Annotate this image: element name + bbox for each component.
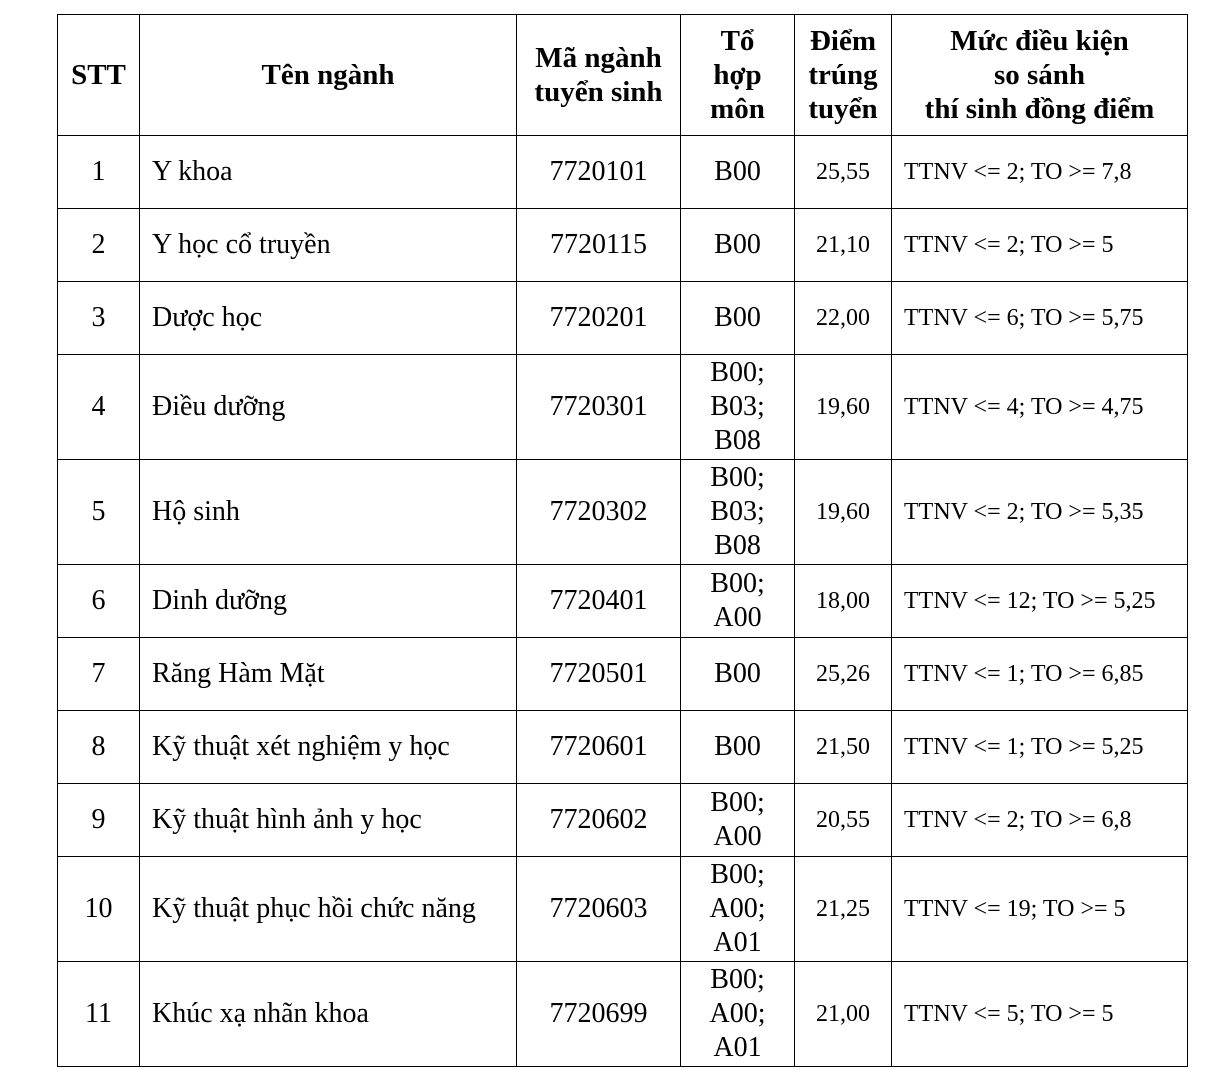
cell-condition xyxy=(892,784,1188,857)
cell-code xyxy=(517,962,681,1067)
table-row xyxy=(58,136,1188,209)
table-body xyxy=(58,136,1188,1067)
cell-code xyxy=(517,355,681,460)
cell-condition xyxy=(892,209,1188,282)
cell-combo xyxy=(681,638,795,711)
cell-name-text: Khúc xạ nhãn khoa xyxy=(152,998,369,1029)
cell-score-text: 25,55 xyxy=(816,159,870,185)
table-row xyxy=(58,355,1188,460)
cell-score-text: 20,55 xyxy=(816,807,870,833)
cell-combo-text: B00 xyxy=(714,658,761,689)
table-row xyxy=(58,711,1188,784)
table-row xyxy=(58,282,1188,355)
cell-score xyxy=(795,711,892,784)
cell-score-text: 21,00 xyxy=(816,1001,870,1027)
cell-combo-text: B00 xyxy=(714,229,761,260)
cell-combo-text: B00 xyxy=(714,156,761,187)
cell-code xyxy=(517,638,681,711)
cell-stt xyxy=(58,711,140,784)
table-row xyxy=(58,784,1188,857)
cell-code xyxy=(517,136,681,209)
cell-combo-text: B00; B03; B08 xyxy=(710,462,765,561)
cell-code xyxy=(517,209,681,282)
table-row xyxy=(58,962,1188,1067)
cell-score-text: 21,50 xyxy=(816,734,870,760)
cell-condition xyxy=(892,565,1188,638)
cell-condition-text: TTNV <= 6; TO >= 5,75 xyxy=(904,305,1144,331)
table-row xyxy=(58,565,1188,638)
cell-stt xyxy=(58,136,140,209)
cell-name xyxy=(140,711,517,784)
cell-condition xyxy=(892,638,1188,711)
cell-combo xyxy=(681,784,795,857)
cell-stt xyxy=(58,282,140,355)
cell-combo xyxy=(681,355,795,460)
cell-condition xyxy=(892,355,1188,460)
cell-code-text: 7720603 xyxy=(549,893,648,924)
header-combo: Tổ hợp môn xyxy=(681,15,795,136)
cell-name xyxy=(140,209,517,282)
cell-stt xyxy=(58,784,140,857)
cell-score-text: 19,60 xyxy=(816,499,870,525)
cell-condition-text: TTNV <= 2; TO >= 5,35 xyxy=(904,499,1144,525)
cell-score xyxy=(795,857,892,962)
cell-code xyxy=(517,565,681,638)
cell-name-text: Kỹ thuật phục hồi chức năng xyxy=(152,893,476,924)
cell-stt-text: 3 xyxy=(91,302,106,333)
table-row xyxy=(58,638,1188,711)
cell-score-text: 19,60 xyxy=(816,394,870,420)
cell-condition-text: TTNV <= 19; TO >= 5 xyxy=(904,896,1126,922)
cell-condition xyxy=(892,460,1188,565)
cell-combo-text: B00; A00; A01 xyxy=(709,859,766,958)
cell-condition xyxy=(892,136,1188,209)
cell-combo-text: B00 xyxy=(714,731,761,762)
cell-code-text: 7720501 xyxy=(549,658,648,689)
cell-combo xyxy=(681,460,795,565)
cell-score xyxy=(795,136,892,209)
cell-stt-text: 11 xyxy=(85,998,112,1029)
cell-combo-text: B00; A00 xyxy=(710,568,765,633)
cell-score xyxy=(795,460,892,565)
cell-score-text: 22,00 xyxy=(816,305,870,331)
cell-code-text: 7720302 xyxy=(549,496,648,527)
cell-condition-text: TTNV <= 1; TO >= 6,85 xyxy=(904,661,1144,687)
cell-score-text: 25,26 xyxy=(816,661,870,687)
cell-code xyxy=(517,282,681,355)
cell-name-text: Y học cổ truyền xyxy=(152,229,331,260)
cell-name xyxy=(140,784,517,857)
cell-combo xyxy=(681,711,795,784)
cell-name xyxy=(140,962,517,1067)
cell-name-text: Điều dưỡng xyxy=(152,391,286,422)
table-row xyxy=(58,857,1188,962)
cell-name-text: Dinh dưỡng xyxy=(152,585,287,616)
cell-condition-text: TTNV <= 2; TO >= 7,8 xyxy=(904,159,1132,185)
cell-name xyxy=(140,355,517,460)
cell-combo xyxy=(681,962,795,1067)
cell-name-text: Hộ sinh xyxy=(152,496,240,527)
cell-stt xyxy=(58,962,140,1067)
cell-score-text: 18,00 xyxy=(816,588,870,614)
cell-name xyxy=(140,565,517,638)
cell-code xyxy=(517,460,681,565)
cell-code xyxy=(517,711,681,784)
cell-combo xyxy=(681,565,795,638)
cell-stt xyxy=(58,565,140,638)
cell-stt-text: 10 xyxy=(84,893,113,924)
cell-condition-text: TTNV <= 1; TO >= 5,25 xyxy=(904,734,1144,760)
cell-name-text: Kỹ thuật hình ảnh y học xyxy=(152,804,422,835)
cell-combo xyxy=(681,136,795,209)
cell-name xyxy=(140,460,517,565)
cell-condition-text: TTNV <= 12; TO >= 5,25 xyxy=(904,588,1156,614)
cell-name-text: Dược học xyxy=(152,302,263,333)
cell-score-text: 21,10 xyxy=(816,232,870,258)
cell-condition-text: TTNV <= 2; TO >= 6,8 xyxy=(904,807,1132,833)
cell-condition xyxy=(892,962,1188,1067)
header-stt: STT xyxy=(58,15,140,136)
cell-name-text: Y khoa xyxy=(152,156,233,187)
cell-stt-text: 4 xyxy=(91,391,106,422)
cell-score xyxy=(795,784,892,857)
cell-stt-text: 6 xyxy=(91,585,106,616)
cell-code-text: 7720201 xyxy=(549,302,648,333)
cell-combo xyxy=(681,209,795,282)
cell-score xyxy=(795,282,892,355)
header-code: Mã ngành tuyển sinh xyxy=(517,15,681,136)
cell-name-text: Răng Hàm Mặt xyxy=(152,658,325,689)
cell-score xyxy=(795,355,892,460)
cell-stt xyxy=(58,460,140,565)
cell-score xyxy=(795,209,892,282)
cell-stt-text: 8 xyxy=(91,731,106,762)
header-row xyxy=(58,15,1188,136)
table-row xyxy=(58,460,1188,565)
cell-code-text: 7720401 xyxy=(549,585,648,616)
cell-combo-text: B00; B03; B08 xyxy=(710,357,765,456)
cell-stt xyxy=(58,209,140,282)
cell-combo xyxy=(681,282,795,355)
cell-stt xyxy=(58,857,140,962)
cell-name xyxy=(140,857,517,962)
cell-code-text: 7720602 xyxy=(549,804,648,835)
cell-code xyxy=(517,784,681,857)
cell-condition-text: TTNV <= 5; TO >= 5 xyxy=(904,1001,1114,1027)
admission-scores-table xyxy=(57,14,1188,1067)
header-score: Điểm trúng tuyển xyxy=(795,15,892,136)
cell-code-text: 7720101 xyxy=(549,156,648,187)
cell-stt-text: 2 xyxy=(91,229,106,260)
table-row xyxy=(58,209,1188,282)
cell-stt-text: 1 xyxy=(91,156,106,187)
cell-condition-text: TTNV <= 2; TO >= 5 xyxy=(904,232,1114,258)
cell-score xyxy=(795,638,892,711)
cell-combo xyxy=(681,857,795,962)
cell-code xyxy=(517,857,681,962)
cell-name-text: Kỹ thuật xét nghiệm y học xyxy=(152,731,450,762)
cell-name xyxy=(140,282,517,355)
cell-combo-text: B00; A00; A01 xyxy=(709,964,766,1063)
cell-stt xyxy=(58,355,140,460)
cell-name xyxy=(140,638,517,711)
cell-score xyxy=(795,962,892,1067)
cell-score-text: 21,25 xyxy=(816,896,870,922)
cell-combo-text: B00 xyxy=(714,302,761,333)
cell-code-text: 7720115 xyxy=(550,229,647,260)
cell-stt-text: 9 xyxy=(91,804,106,835)
cell-condition xyxy=(892,282,1188,355)
header-condition: Mức điều kiện so sánh thí sinh đồng điểm xyxy=(892,15,1188,136)
cell-code-text: 7720699 xyxy=(549,998,648,1029)
cell-stt xyxy=(58,638,140,711)
cell-condition xyxy=(892,711,1188,784)
header-name: Tên ngành xyxy=(140,15,517,136)
cell-combo-text: B00; A00 xyxy=(710,787,765,852)
cell-condition-text: TTNV <= 4; TO >= 4,75 xyxy=(904,394,1144,420)
cell-stt-text: 5 xyxy=(91,496,106,527)
cell-name xyxy=(140,136,517,209)
cell-stt-text: 7 xyxy=(91,658,106,689)
cell-code-text: 7720601 xyxy=(549,731,648,762)
cell-score xyxy=(795,565,892,638)
cell-code-text: 7720301 xyxy=(549,391,648,422)
cell-condition xyxy=(892,857,1188,962)
